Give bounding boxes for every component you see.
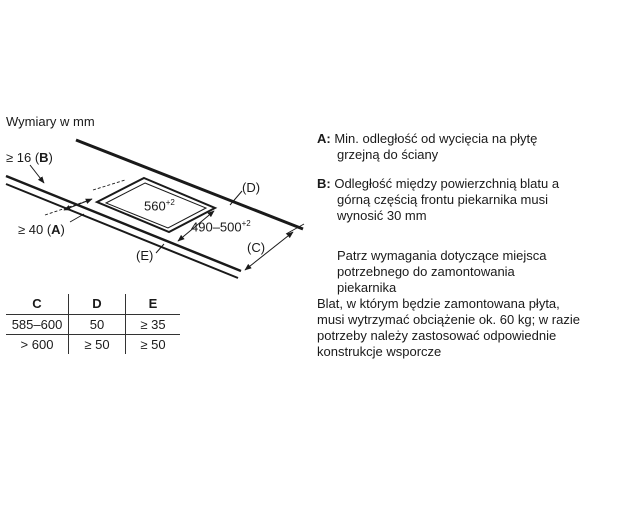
units-title: Wymiary w mm xyxy=(6,114,95,129)
label-width: $560^{+2}$ xyxy=(144,198,175,214)
note-a-text: grzejną do ściany xyxy=(337,147,439,162)
label-c: (C) xyxy=(247,240,266,255)
table-header-c: C xyxy=(6,294,69,315)
note-b-key: B: xyxy=(317,176,331,191)
dimension-a-leader xyxy=(70,214,84,222)
table-cell: ≥ 35 xyxy=(126,315,181,335)
table-cell: ≥ 50 xyxy=(69,335,126,355)
table-row xyxy=(6,315,180,335)
label-b: ≥ 16 (B) xyxy=(6,150,53,165)
note-b-text: wynosić 30 mm xyxy=(337,208,427,223)
label-depth: $490-500^{+2}$ xyxy=(191,219,251,235)
label-e: (E) xyxy=(136,248,154,263)
table-cell: ≥ 50 xyxy=(126,335,181,355)
cutout-guide-line xyxy=(93,180,125,190)
note-b-text: Odległość między powierzchnią blatu a xyxy=(334,176,560,191)
note-a-key: A: xyxy=(317,131,331,146)
note-load: Blat, w którym będzie zamontowana płyta, musi wytrzymać obciążenie ok. 60 kg; w razie potrzeby należy zastosować odpowiednie konstrukcje wsporcze xyxy=(317,296,580,359)
table-row xyxy=(6,335,180,355)
table-cell: 585–600 xyxy=(6,315,69,335)
table-cell: 50 xyxy=(69,315,126,335)
label-a: ≥ 40 (A) xyxy=(18,222,65,237)
label-d: (D) xyxy=(242,180,261,195)
note-b xyxy=(317,176,559,224)
note-oven-space: Patrz wymagania dotyczące miejsca potrzebnego do zamontowania piekarnika xyxy=(337,248,547,295)
note-a-text: Min. odległość od wycięcia na płytę xyxy=(334,131,538,146)
table-cell: > 600 xyxy=(20,337,54,352)
clearance-table xyxy=(6,294,180,354)
table-header-row xyxy=(6,294,180,315)
table-header-e: E xyxy=(126,294,181,315)
dimension-b-line xyxy=(30,165,44,183)
note-a xyxy=(317,131,537,163)
note-b-text: górną częścią frontu piekarnika musi xyxy=(337,192,548,207)
table-header-d: D xyxy=(69,294,126,315)
